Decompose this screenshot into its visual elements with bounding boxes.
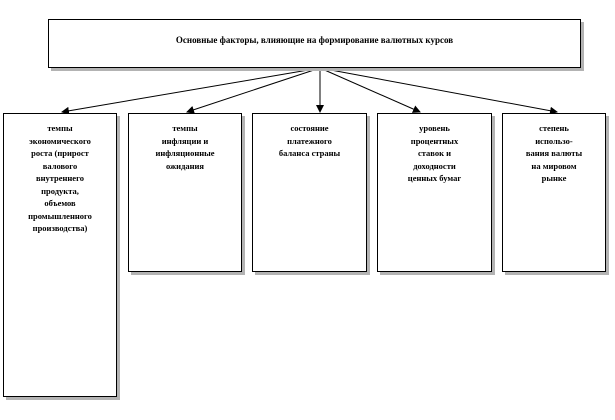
root-node bbox=[48, 19, 581, 68]
factor-node-balance-of-payments bbox=[252, 113, 367, 272]
arrow-to-factor-4 bbox=[320, 68, 420, 112]
factor-node-label: степень использо- вания валюты на мировом рынке bbox=[525, 123, 583, 183]
factor-node-label: уровень процентных ставок и доходности ценных бумаг bbox=[407, 123, 462, 183]
factor-node-inflation bbox=[128, 113, 242, 272]
factor-node-currency-usage bbox=[502, 113, 606, 272]
arrow-to-factor-5 bbox=[320, 68, 557, 112]
factor-node-economic-growth bbox=[3, 113, 117, 397]
factor-node-label: темпы экономического роста (прирост валового внутреннего продукта, объемов промышленного производства) bbox=[28, 123, 92, 233]
factor-node-label: темпы инфляции и инфляционные ожидания bbox=[155, 123, 215, 171]
root-node-label: Основные факторы, влияющие на формирование валютных курсов bbox=[175, 35, 454, 45]
arrow-to-factor-2 bbox=[187, 68, 320, 112]
factor-node-interest-rates bbox=[377, 113, 492, 272]
factor-node-label: состояние платежного баланса страны bbox=[278, 123, 341, 158]
arrow-to-factor-1 bbox=[62, 68, 320, 112]
